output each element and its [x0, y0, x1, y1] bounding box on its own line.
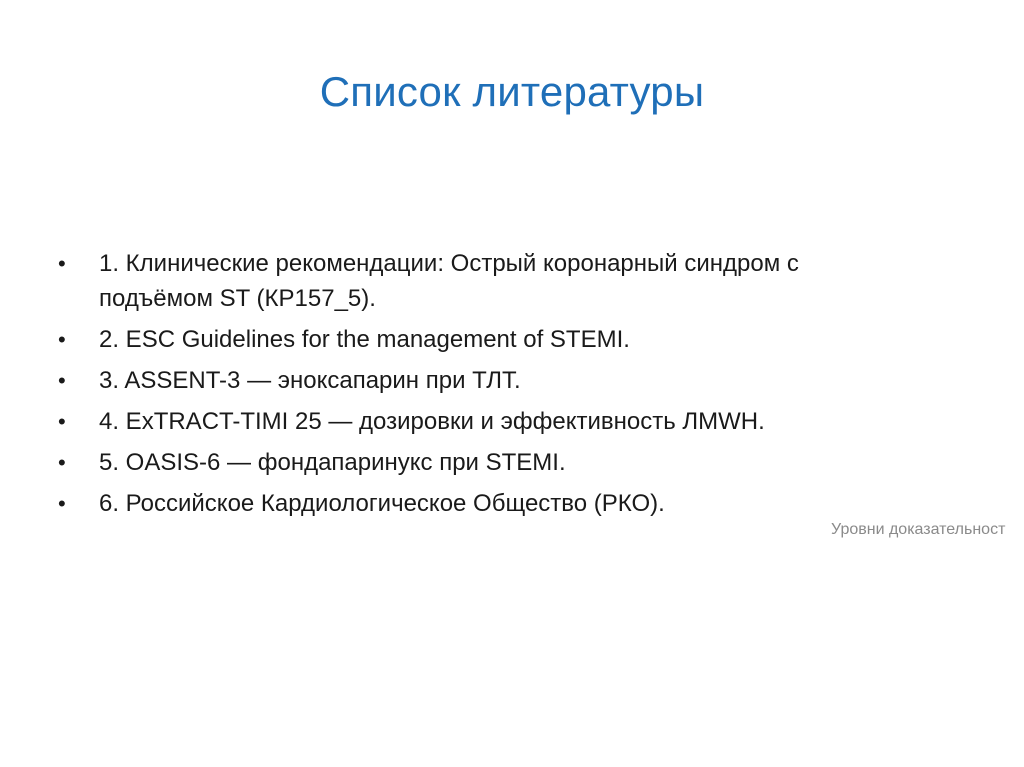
reference-item-5: [58, 445, 888, 480]
bullet-icon: •: [58, 491, 66, 516]
bullet-icon: •: [58, 368, 66, 393]
reference-text: 4. ExTRACT-TIMI 25 — дозировки и эффективность ЛМWH.: [99, 408, 765, 435]
footnote-text: Уровни доказательност: [831, 521, 1006, 538]
bullet-icon: •: [58, 327, 66, 352]
reference-text: 1. Клинические рекомендации: Острый коронарный синдром с подъёмом ST (КР157_5).: [99, 250, 799, 312]
reference-item-6: [58, 486, 888, 521]
reference-text: 2. ESC Guidelines for the management of STEMI.: [99, 326, 630, 353]
reference-item-4: [58, 404, 888, 439]
slide-title: Список литературы: [319, 68, 705, 115]
reference-list: [58, 246, 888, 527]
bullet-icon: •: [58, 251, 66, 276]
reference-text: 5. OASIS-6 — фондапаринукс при STEMI.: [99, 449, 566, 476]
reference-text: 6. Российское Кардиологическое Общество (РКО).: [99, 490, 665, 517]
reference-text: 3. ASSENT-3 — эноксапарин при ТЛТ.: [99, 367, 521, 394]
reference-item-1: [58, 246, 888, 316]
bullet-icon: •: [58, 450, 66, 475]
reference-item-3: [58, 363, 888, 398]
reference-item-2: [58, 322, 888, 357]
bullet-icon: •: [58, 409, 66, 434]
